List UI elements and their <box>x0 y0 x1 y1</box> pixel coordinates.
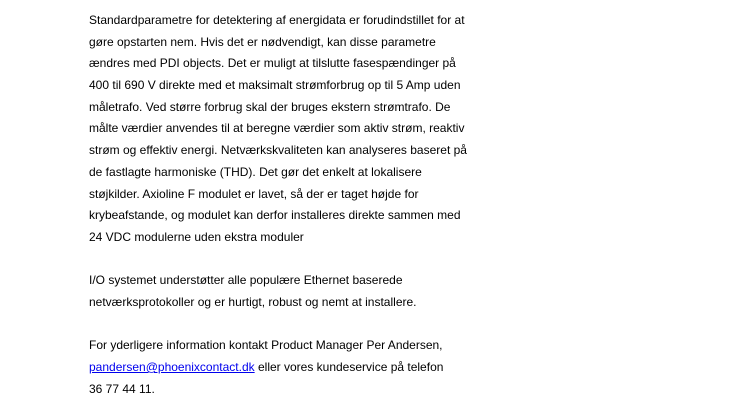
email-link[interactable]: pandersen@phoenixcontact.dk <box>89 360 255 374</box>
text-line: gøre opstarten nem. Hvis det er nødvendigt, kan disse parametre <box>89 34 436 49</box>
phone-number: 36 77 44 11. <box>89 381 155 396</box>
paragraph-energy-parameters <box>89 10 499 249</box>
text-line: krybeafstande, og modulet kan derfor installeres direkte sammen med <box>89 208 461 223</box>
paragraph-spacer <box>89 314 499 336</box>
text-line: For yderligere information kontakt Product Manager Per Andersen, <box>89 338 443 353</box>
text-line: måletrafo. Ved større forbrug skal der bruges ekstern strømtrafo. De <box>89 99 451 114</box>
text-line: I/O systemet understøtter alle populære Ethernet baserede <box>89 273 403 288</box>
text-line: 24 VDC modulerne uden ekstra moduler <box>89 229 304 244</box>
paragraph-contact <box>89 335 499 400</box>
text-line: ændres med PDI objects. Det er muligt at tilslutte fasespændinger på <box>89 56 456 71</box>
contact-email-line <box>89 357 499 379</box>
text-line: støjkilder. Axioline F modulet er lavet, så der er taget højde for <box>89 186 419 201</box>
text-line-rest: eller vores kundeservice på telefon <box>254 360 444 374</box>
paragraph-io-system <box>89 270 499 313</box>
text-line: 400 til 690 V direkte med et maksimalt strømforbrug op til 5 Amp uden <box>89 78 461 93</box>
text-line: strøm og effektiv energi. Netværkskvaliteten kan analyseres baseret på <box>89 143 467 158</box>
text-line: netværksprotokoller og er hurtigt, robust og nemt at installere. <box>89 294 417 309</box>
paragraph-spacer <box>89 249 499 271</box>
text-block <box>89 10 499 400</box>
text-line: de fastlagte harmoniske (THD). Det gør det enkelt at lokalisere <box>89 164 422 179</box>
text-line: Standardparametre for detektering af energidata er forudindstillet for at <box>89 13 465 27</box>
text-line: målte værdier anvendes til at beregne værdier som aktiv strøm, reaktiv <box>89 121 465 136</box>
